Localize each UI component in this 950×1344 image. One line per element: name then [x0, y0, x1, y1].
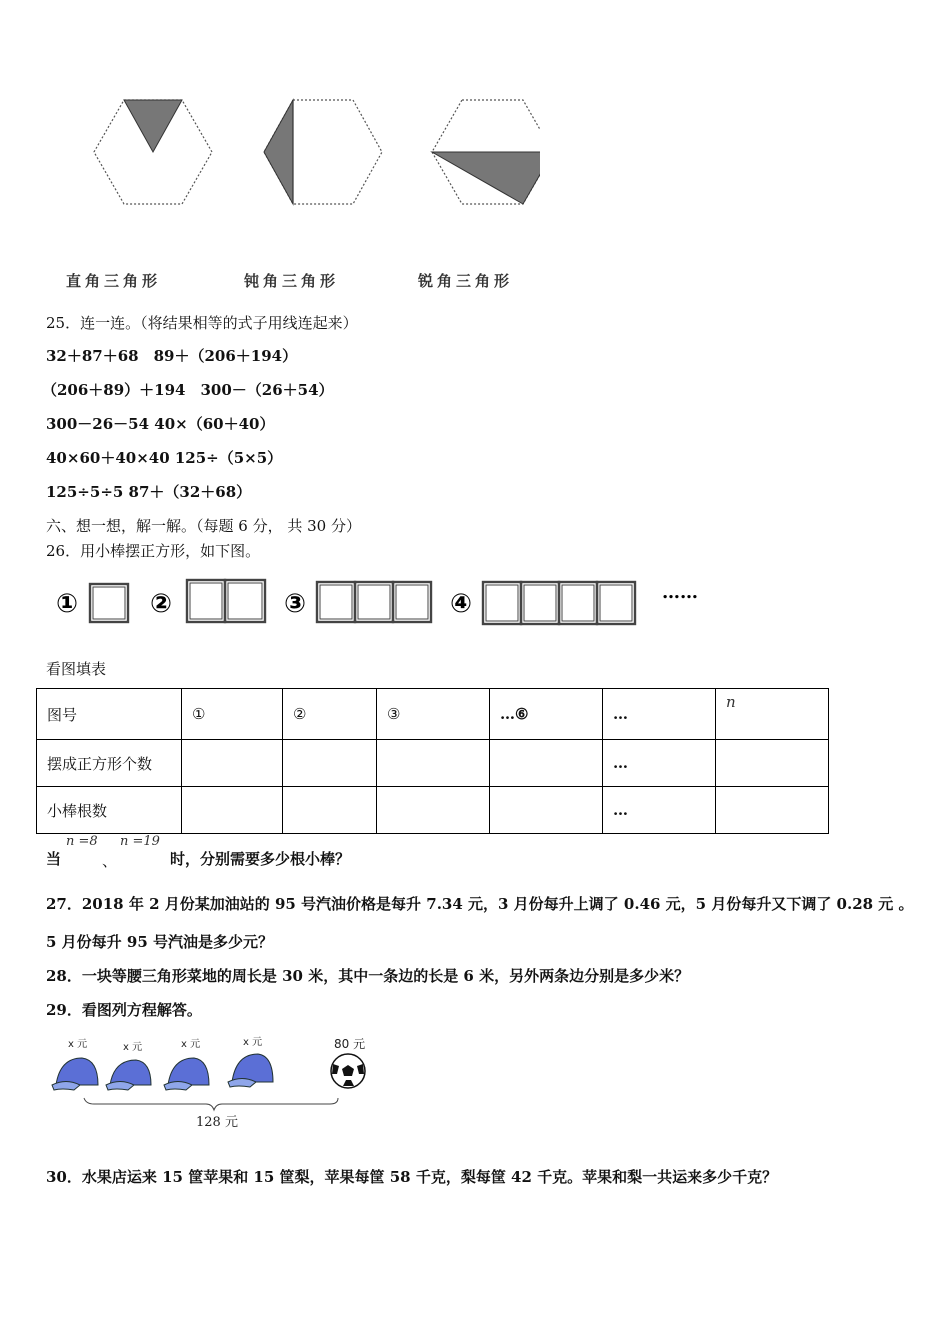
- figure-label-4: ④: [450, 589, 473, 619]
- q26-prefix: 当: [46, 850, 62, 868]
- q25-row-1: 32＋87＋68 89＋（206＋194）: [46, 347, 298, 365]
- q27-line-1: 27．2018 年 2 月份某加油站的 95 号汽油价格是每升 7.34 元，3 月份每升上调了 0.46 元，5 月份每升又下调了 0.28 元 。: [46, 895, 914, 913]
- table-cell: n: [716, 689, 829, 740]
- table-cell[interactable]: [377, 740, 490, 787]
- cap-price-label: x 元: [181, 1039, 201, 1050]
- matchstick-squares-2: [187, 580, 265, 622]
- matchstick-squares-1: [90, 584, 128, 622]
- caption-acute-triangle: 锐角三角形: [418, 272, 514, 290]
- table-cell: ③: [377, 689, 490, 740]
- table-cell: …⑥: [490, 689, 603, 740]
- figure-label-1: ①: [56, 589, 79, 619]
- hexagon-obtuse-triangle: [264, 100, 382, 204]
- q29-title: 29．看图列方程解答。: [46, 1001, 202, 1019]
- q25-row-5: 125÷5÷5 87＋（32＋68）: [46, 483, 252, 501]
- cap-icon: [106, 1060, 151, 1090]
- q25-row-3: 300－26－54 40×（60＋40）: [46, 415, 275, 433]
- table-cell[interactable]: [490, 740, 603, 787]
- table-cell[interactable]: [182, 740, 283, 787]
- cap-price-label: x 元: [123, 1042, 143, 1053]
- section-6-heading: 六、想一想，解一解。（每题 6 分， 共 30 分）: [46, 517, 361, 535]
- hexagon-figures: [40, 90, 540, 220]
- total-brace: [84, 1098, 338, 1110]
- table-cell: …: [603, 787, 716, 834]
- cap-icon: [52, 1058, 98, 1090]
- hexagon-right-triangle: [94, 100, 212, 204]
- matchstick-figures: [40, 572, 740, 632]
- q25-title: 25．连一连。（将结果相等的式子用线连起来）: [46, 314, 358, 332]
- figure-label-2: ②: [150, 589, 173, 619]
- football-icon: [331, 1054, 365, 1088]
- q28-text: 28．一块等腰三角形菜地的周长是 30 米，其中一条边的长是 6 米，另外两条边分别是多少米？: [46, 967, 690, 985]
- caption-obtuse-triangle: 钝角三角形: [244, 272, 340, 290]
- n-value-8: n =8: [66, 834, 98, 849]
- table-cell: ①: [182, 689, 283, 740]
- figure-label-3: ③: [284, 589, 307, 619]
- table-cell[interactable]: [716, 787, 829, 834]
- q25-row-4: 40×60＋40×40 125÷（5×5）: [46, 449, 283, 467]
- table-cell[interactable]: [490, 787, 603, 834]
- q26-title: 26．用小棒摆正方形，如下图。: [46, 542, 261, 560]
- q26-question: 时，分别需要多少根小棒？: [170, 850, 351, 868]
- table-cell[interactable]: [716, 740, 829, 787]
- q26-separator: 、: [102, 852, 118, 870]
- cap-icon: [164, 1058, 209, 1090]
- table-title: 看图填表: [46, 660, 107, 678]
- q27-line-2: 5 月份每升 95 号汽油是多少元？: [46, 933, 273, 951]
- table-cell[interactable]: [182, 787, 283, 834]
- table-cell: …: [603, 689, 716, 740]
- table-cell: …: [603, 740, 716, 787]
- n-value-19: n =19: [120, 834, 160, 849]
- total-label: 128 元: [196, 1115, 238, 1130]
- table-row: [37, 689, 829, 740]
- matchstick-squares-4: [483, 582, 635, 624]
- table-cell[interactable]: [377, 787, 490, 834]
- ball-price-label: 80 元: [334, 1037, 366, 1051]
- q30-text: 30．水果店运来 15 筐苹果和 15 筐梨，苹果每筐 58 千克，梨每筐 42 千克。苹果和梨一共运来多少千克？: [46, 1168, 778, 1186]
- table-cell: 小棒根数: [37, 787, 182, 834]
- table-cell[interactable]: [283, 787, 377, 834]
- continuation-dots: ……: [662, 582, 698, 603]
- cap-price-label: x 元: [243, 1037, 263, 1048]
- q25-row-2: （206＋89）＋194 300－（26＋54）: [42, 381, 334, 399]
- table-cell: 摆成正方形个数: [37, 740, 182, 787]
- table-cell: 图号: [37, 689, 182, 740]
- caps-and-ball-figure: [46, 1030, 386, 1135]
- cap-price-label: x 元: [68, 1039, 88, 1050]
- table-cell[interactable]: [283, 740, 377, 787]
- caption-right-triangle: 直角三角形: [66, 272, 162, 290]
- table-cell: ②: [283, 689, 377, 740]
- table-row: [37, 787, 829, 834]
- table-row: [37, 740, 829, 787]
- fill-in-table: [36, 688, 829, 834]
- matchstick-squares-3: [317, 582, 431, 622]
- cap-icon: [228, 1054, 273, 1087]
- hexagon-acute-triangle: [432, 100, 540, 204]
